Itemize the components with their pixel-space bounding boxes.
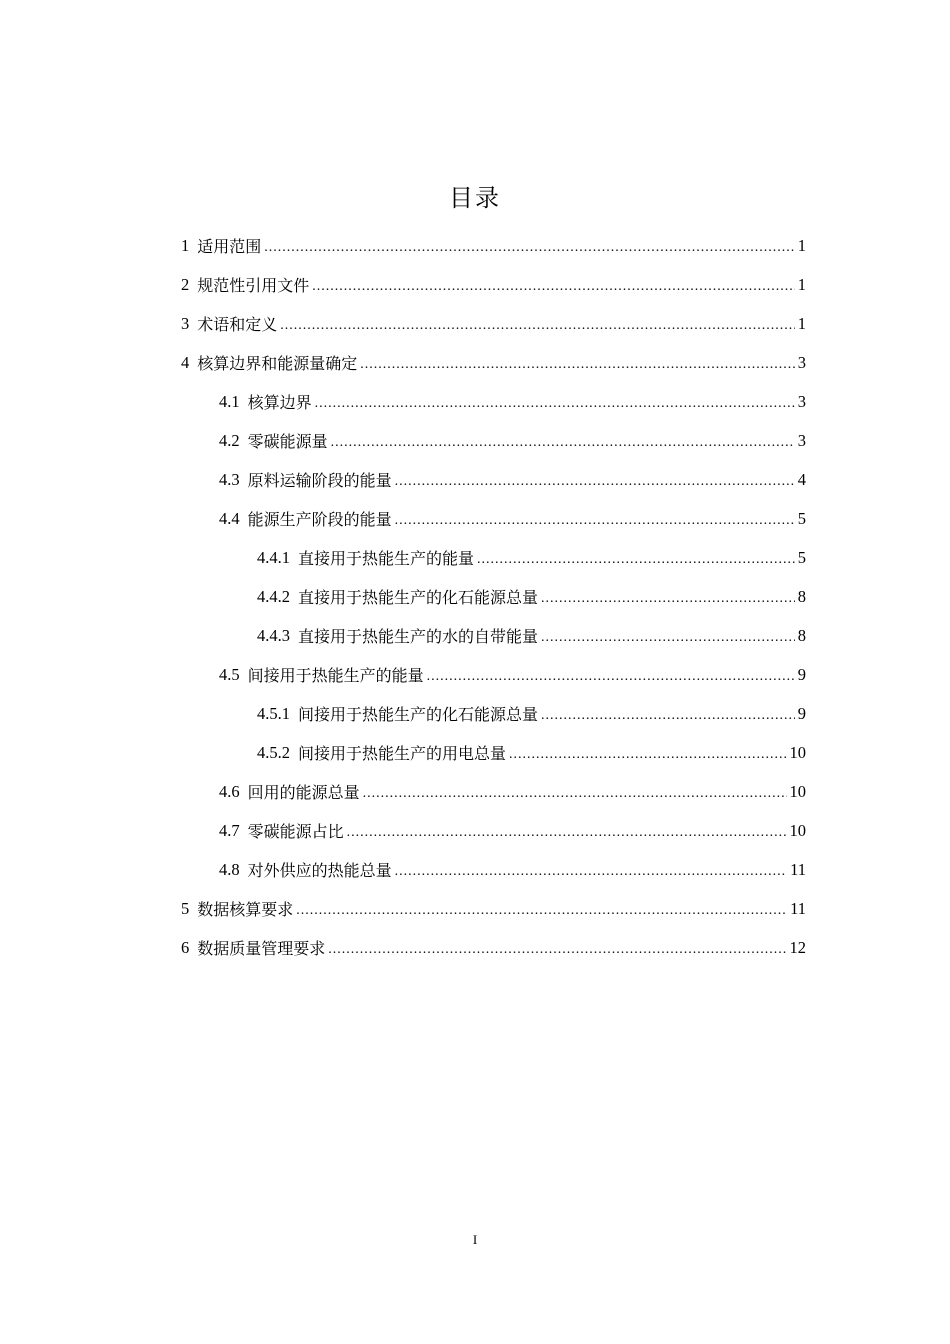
toc-entry-number: 4.4 bbox=[219, 508, 240, 528]
toc-entry-title: 直接用于热能生产的能量 bbox=[298, 549, 475, 568]
toc-entry[interactable] bbox=[219, 850, 806, 889]
toc-dot-leader bbox=[395, 474, 795, 490]
toc-entry-number: 5 bbox=[181, 898, 190, 918]
toc-entry[interactable] bbox=[257, 577, 806, 616]
toc-entry-number: 4.5.2 bbox=[257, 742, 290, 762]
toc-entry-page: 1 bbox=[797, 313, 806, 333]
toc-entry-page: 3 bbox=[797, 391, 806, 411]
toc-entry-page: 9 bbox=[797, 703, 806, 723]
toc-entry-number: 4.5.1 bbox=[257, 703, 290, 723]
toc-entry-title: 直接用于热能生产的化石能源总量 bbox=[298, 588, 539, 607]
toc-entry-page: 8 bbox=[797, 625, 806, 645]
toc-entry[interactable] bbox=[219, 772, 806, 811]
toc-entry-title: 规范性引用文件 bbox=[197, 276, 310, 295]
toc-entry-title: 回用的能源总量 bbox=[247, 783, 360, 802]
toc-entry-page: 11 bbox=[790, 859, 806, 879]
toc-entry-title: 能源生产阶段的能量 bbox=[247, 510, 392, 529]
toc-dot-leader bbox=[541, 630, 795, 646]
toc-entry-title: 数据质量管理要求 bbox=[197, 939, 326, 958]
toc-entry-number: 4.4.2 bbox=[257, 586, 290, 606]
toc-entry-number: 4.5 bbox=[219, 664, 240, 684]
toc-dot-leader bbox=[427, 669, 795, 685]
toc-entry-title: 间接用于热能生产的用电总量 bbox=[298, 744, 507, 763]
toc-dot-leader bbox=[541, 591, 795, 607]
toc-entry-title: 间接用于热能生产的化石能源总量 bbox=[298, 705, 539, 724]
toc-entry-number: 4.2 bbox=[219, 430, 240, 450]
toc-entry-title: 数据核算要求 bbox=[197, 900, 294, 919]
toc-dot-leader bbox=[315, 396, 795, 412]
toc-entry[interactable] bbox=[257, 538, 806, 577]
toc-entry-page: 8 bbox=[797, 586, 806, 606]
toc-entry-title: 术语和定义 bbox=[197, 315, 278, 334]
toc-entry-number: 4.4.1 bbox=[257, 547, 290, 567]
toc-entry-number: 4.4.3 bbox=[257, 625, 290, 645]
toc-entry-number: 4.7 bbox=[219, 820, 240, 840]
toc-dot-leader bbox=[347, 825, 787, 841]
toc-entry[interactable] bbox=[219, 499, 806, 538]
toc-entry-title: 原料运输阶段的能量 bbox=[247, 471, 392, 490]
toc-entry[interactable] bbox=[219, 655, 806, 694]
toc-entry-number: 4.3 bbox=[219, 469, 240, 489]
toc-entry[interactable] bbox=[181, 226, 806, 265]
toc-entry-page: 10 bbox=[789, 781, 806, 801]
toc-entry-title: 零碳能源占比 bbox=[247, 822, 344, 841]
toc-entry-number: 3 bbox=[181, 313, 190, 333]
toc-entry-number: 4.6 bbox=[219, 781, 240, 801]
toc-dot-leader bbox=[395, 513, 795, 529]
toc-entry-title: 零碳能源量 bbox=[247, 432, 328, 451]
toc-entry[interactable] bbox=[219, 421, 806, 460]
toc-dot-leader bbox=[541, 708, 795, 724]
toc-entry-page: 1 bbox=[797, 274, 806, 294]
toc-entry-page: 11 bbox=[790, 898, 806, 918]
toc-dot-leader bbox=[280, 318, 794, 334]
toc-entry-page: 4 bbox=[797, 469, 806, 489]
toc-entry[interactable] bbox=[181, 928, 806, 967]
toc-dot-leader bbox=[477, 552, 795, 568]
toc-entry[interactable] bbox=[219, 811, 806, 850]
toc-entry-title: 间接用于热能生产的能量 bbox=[247, 666, 424, 685]
toc-dot-leader bbox=[328, 942, 786, 958]
toc-entry[interactable] bbox=[181, 343, 806, 382]
toc-entry-title: 适用范围 bbox=[197, 237, 262, 256]
toc-dot-leader bbox=[360, 357, 794, 373]
toc-entry-title: 直接用于热能生产的水的自带能量 bbox=[298, 627, 539, 646]
toc-dot-leader bbox=[296, 903, 787, 919]
page-number: I bbox=[472, 1232, 478, 1247]
toc-entry-title: 核算边界和能源量确定 bbox=[197, 354, 358, 373]
toc-entry-number: 6 bbox=[181, 937, 190, 957]
toc-entry-number: 4 bbox=[181, 352, 190, 372]
toc-entry[interactable] bbox=[257, 616, 806, 655]
toc-entry-number: 4.1 bbox=[219, 391, 240, 411]
toc-entry-page: 3 bbox=[797, 430, 806, 450]
page-title: 目录 bbox=[449, 184, 501, 212]
toc-dot-leader bbox=[312, 279, 794, 295]
toc-dot-leader bbox=[363, 786, 787, 802]
toc-dot-leader bbox=[331, 435, 795, 451]
toc-entry-page: 9 bbox=[797, 664, 806, 684]
toc-dot-leader bbox=[395, 864, 787, 880]
toc-entry-page: 3 bbox=[797, 352, 806, 372]
toc-entry[interactable] bbox=[181, 265, 806, 304]
toc-entry[interactable] bbox=[219, 460, 806, 499]
toc-entry-page: 10 bbox=[789, 742, 806, 762]
toc-entry[interactable] bbox=[181, 889, 806, 928]
toc-entry-page: 5 bbox=[797, 547, 806, 567]
toc-entry-number: 4.8 bbox=[219, 859, 240, 879]
toc-entry-title: 对外供应的热能总量 bbox=[247, 861, 392, 880]
toc-entry[interactable] bbox=[257, 694, 806, 733]
toc-entry[interactable] bbox=[257, 733, 806, 772]
toc-entry-page: 10 bbox=[789, 820, 806, 840]
toc-entry-page: 1 bbox=[797, 235, 806, 255]
toc-entry-page: 5 bbox=[797, 508, 806, 528]
toc-entry-number: 1 bbox=[181, 235, 190, 255]
toc-entry[interactable] bbox=[219, 382, 806, 421]
toc-entry-number: 2 bbox=[181, 274, 190, 294]
toc-entry-title: 核算边界 bbox=[247, 393, 312, 412]
toc-dot-leader bbox=[509, 747, 786, 763]
toc-entry[interactable] bbox=[181, 304, 806, 343]
toc-dot-leader bbox=[264, 240, 794, 256]
toc-entry-page: 12 bbox=[789, 937, 806, 957]
